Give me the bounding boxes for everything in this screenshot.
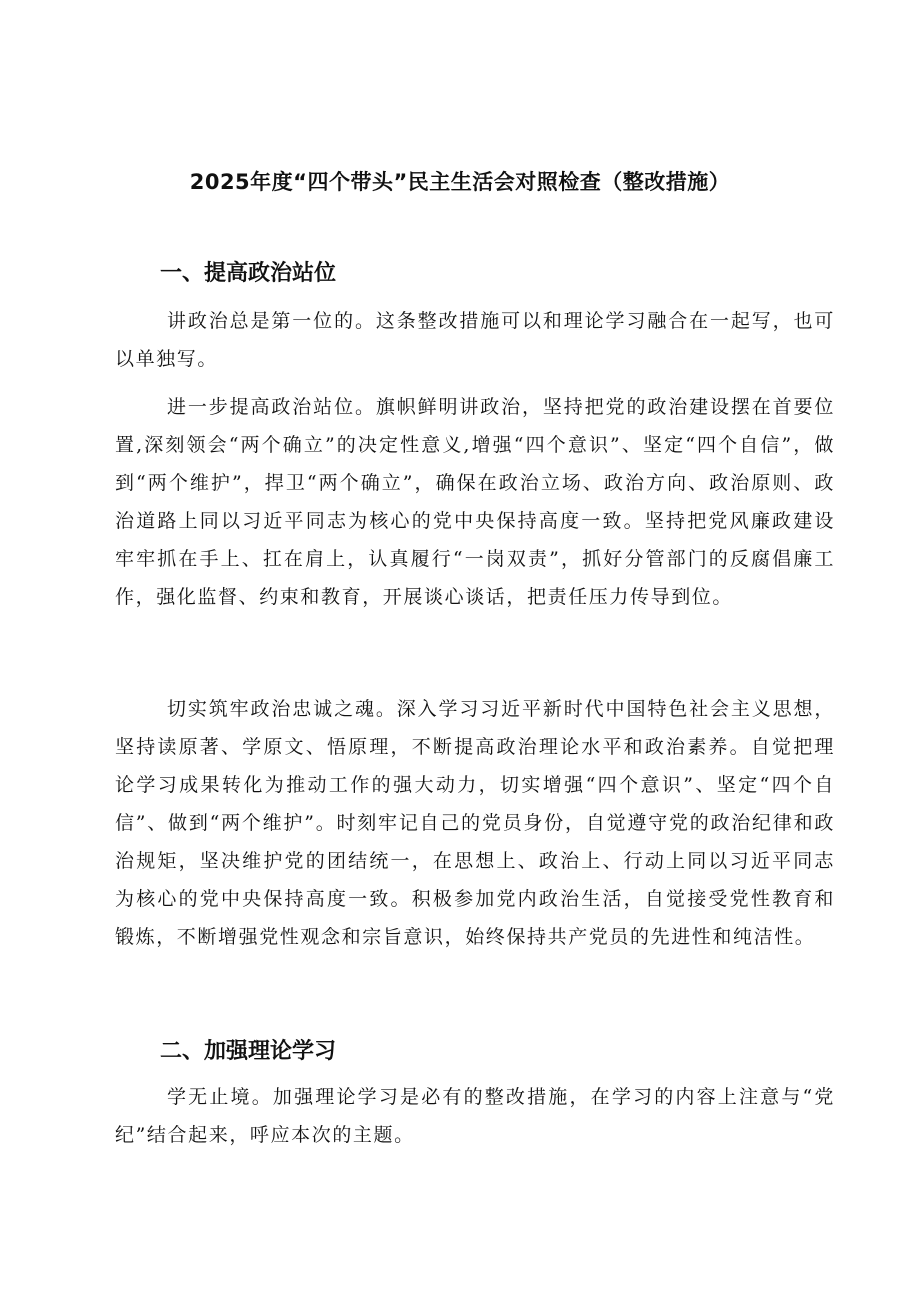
paragraph-improve-political-stance: 进一步提高政治站位。旗帜鲜明讲政治，坚持把党的政治建设摆在首要位置,深刻领会“两个确立”的决定性意义,增强“四个意识”、坚定“四个自信”，做到“两个维护”，捍卫“两个确立”，确保在政治立场、政治方向、政治原则、政治道路上同以习近平同志为核心的党中央保持高度一致。坚持把党风廉政建设牢牢抓在手上、扛在肩上，认真履行“一岗双责”，抓好分管部门的反腐倡廉工作，强化监督、约束和教育，开展谈心谈话，把责任压力传导到位。 xyxy=(115,396,835,608)
document-title: 2025年度“四个带头”民主生活会对照检查（整改措施） xyxy=(189,170,731,194)
paragraph-theory-study-intro: 学无止境。加强理论学习是必有的整改措施，在学习的内容上注意与“党纪”结合起来，呼应本次的主题。 xyxy=(115,1086,835,1146)
paragraph-political-loyalty: 切实筑牢政治忠诚之魂。深入学习习近平新时代中国特色社会主义思想，坚持读原著、学原文、悟原理，不断提高政治理论水平和政治素养。自觉把理论学习成果转化为推动工作的强大动力，切实增强“四个意识”、坚定“四个自信”、做到“两个维护”。时刻牢记自己的党员身份，自觉遵守党的政治纪律和政治规矩，坚决维护党的团结统一，在思想上、政治上、行动上同以习近平同志为核心的党中央保持高度一致。积极参加党内政治生活，自觉接受党性教育和锻炼，不断增强党性观念和宗旨意识，始终保持共产党员的先进性和纯洁性。 xyxy=(115,698,835,948)
paragraph-intro-political: 讲政治总是第一位的。这条整改措施可以和理论学习融合在一起写，也可以单独写。 xyxy=(115,310,835,370)
section-heading-theory-study: 二、加强理论学习 xyxy=(160,1039,337,1064)
section-heading-political-stance: 一、提高政治站位 xyxy=(160,261,337,286)
